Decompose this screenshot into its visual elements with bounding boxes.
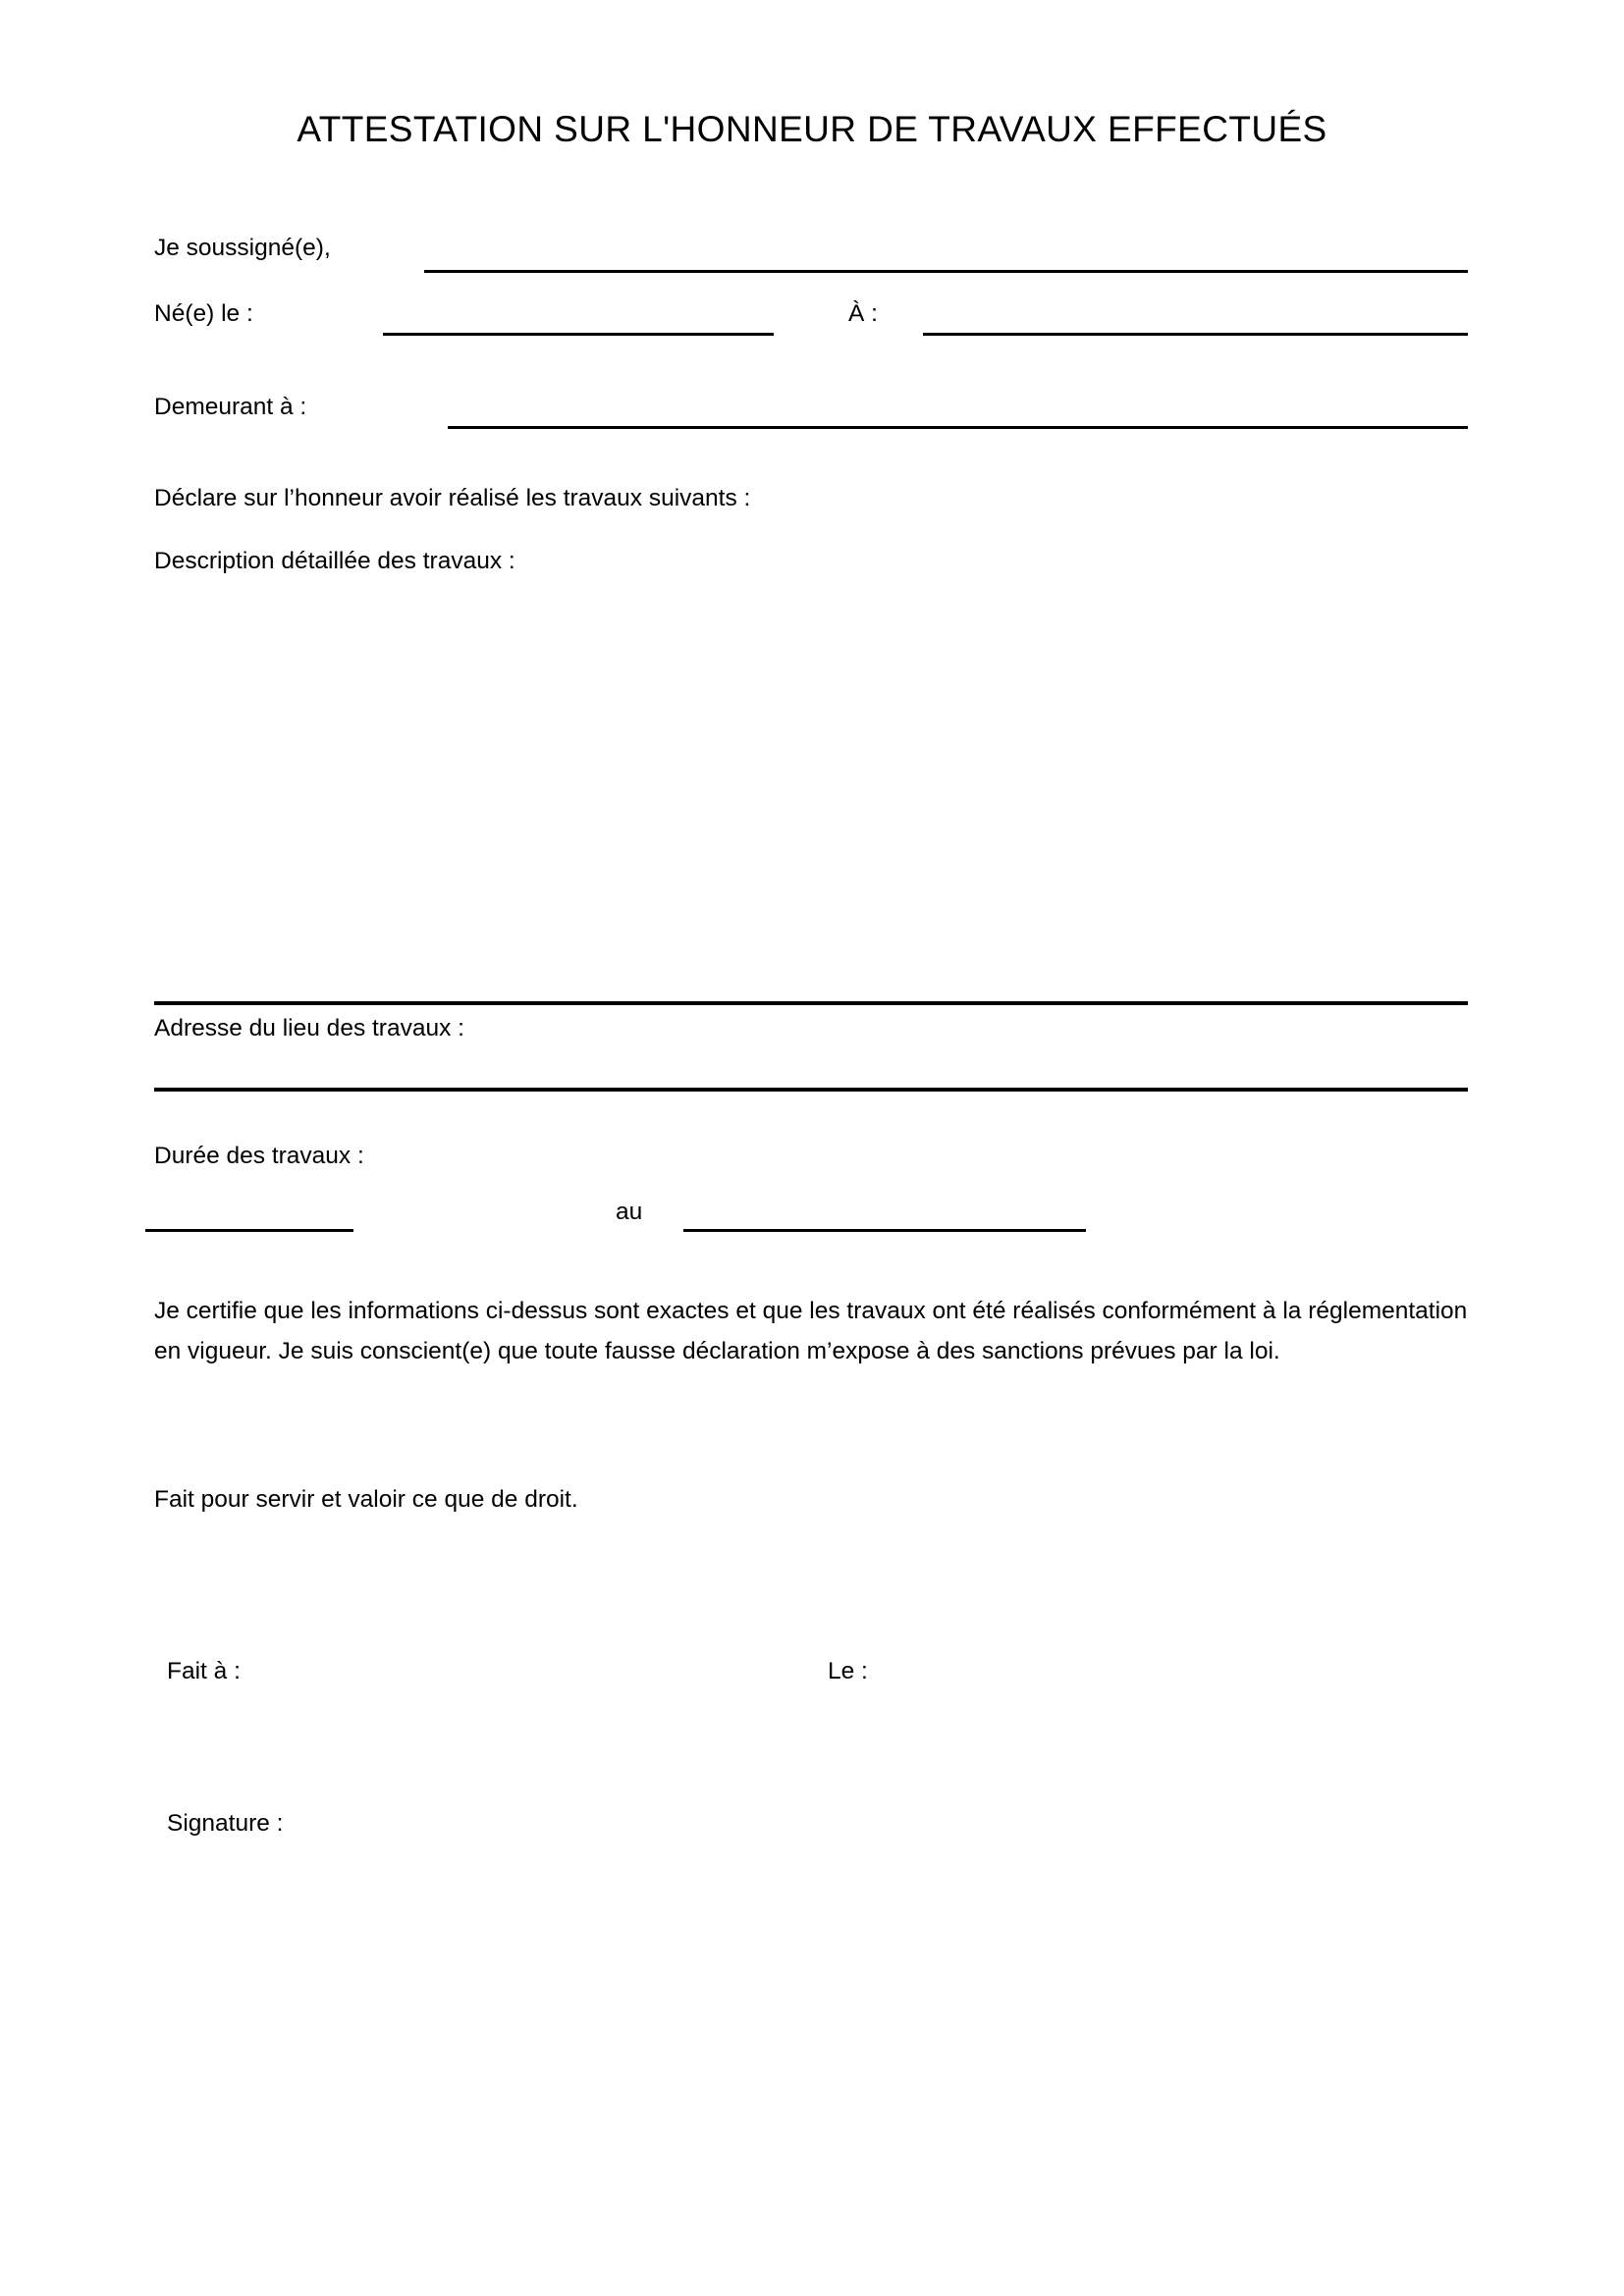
label-demeurant: Demeurant à : <box>154 394 307 420</box>
label-je-soussigne: Je soussigné(e), <box>154 235 331 261</box>
adresse-bottom-rule <box>154 1088 1468 1092</box>
input-demeurant[interactable] <box>448 426 1468 429</box>
label-declare-honneur: Déclare sur l’honneur avoir réalisé les travaux suivants : <box>154 485 751 511</box>
label-duree-travaux: Durée des travaux : <box>154 1143 364 1169</box>
label-ne-le: Né(e) le : <box>154 300 253 327</box>
input-adresse-travaux[interactable] <box>154 1055 1468 1087</box>
input-je-soussigne[interactable] <box>424 270 1468 273</box>
page-title: ATTESTATION SUR L'HONNEUR DE TRAVAUX EFFECTUÉS <box>297 109 1327 149</box>
label-lieu-naissance: À : <box>848 300 878 327</box>
label-signature: Signature : <box>167 1810 284 1837</box>
input-duree-fin[interactable] <box>683 1229 1086 1232</box>
label-le: Le : <box>828 1658 868 1684</box>
input-description-travaux[interactable] <box>154 589 1468 1001</box>
paragraph-closing: Fait pour servir et valoir ce que de droit. <box>154 1486 578 1513</box>
label-adresse-travaux: Adresse du lieu des travaux : <box>154 1015 464 1041</box>
certification-text: Je certifie que les informations ci-dessus sont exactes et que les travaux ont été réalisés conformément à la réglementation en vigueur. Je suis conscient(e) que toute fausse déclaration m’expose à des sanctions prévues par la loi. <box>154 1298 1468 1364</box>
input-duree-debut[interactable] <box>145 1229 353 1232</box>
label-description-travaux: Description détaillée des travaux : <box>154 548 515 574</box>
input-fait-a[interactable] <box>270 1655 741 1690</box>
input-date-naissance[interactable] <box>383 333 774 336</box>
paragraph-certification <box>154 1291 1470 1371</box>
input-lieu-naissance[interactable] <box>923 333 1468 336</box>
input-signature[interactable] <box>167 1855 776 2052</box>
input-le[interactable] <box>889 1655 1360 1690</box>
label-duree-connector: au <box>616 1199 643 1225</box>
label-fait-a: Fait à : <box>167 1658 241 1684</box>
description-bottom-rule <box>154 1001 1468 1005</box>
